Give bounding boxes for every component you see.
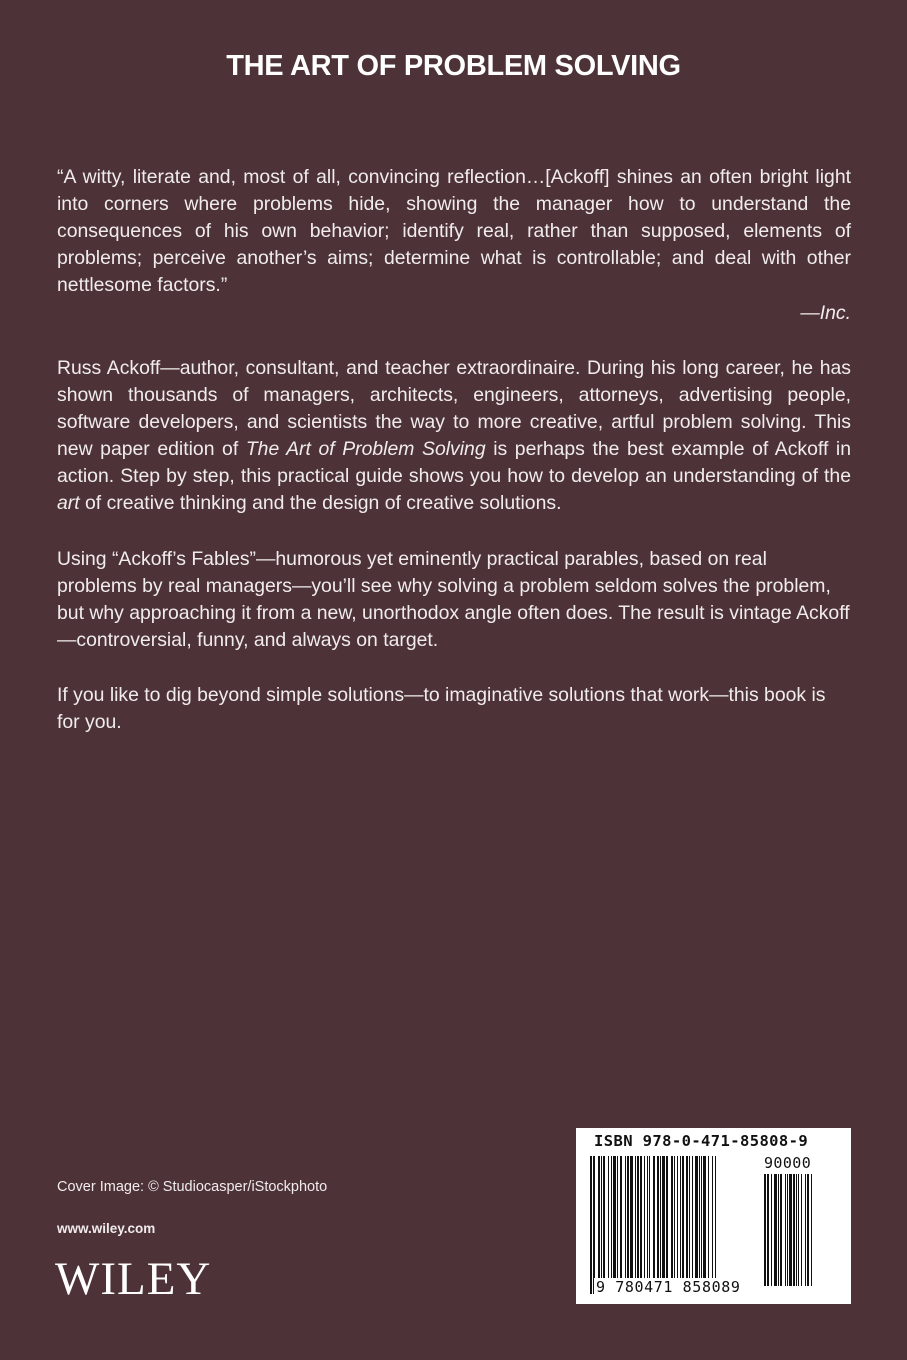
barcode-bar <box>682 1156 684 1294</box>
barcode-bar <box>689 1156 690 1286</box>
description-paragraph-3: If you like to dig beyond simple solutions—to imaginative solutions that work—this book is for you. <box>57 684 826 733</box>
barcode-bar <box>703 1156 706 1286</box>
addon-barcode-bars <box>764 1174 834 1286</box>
barcode-bar <box>644 1156 645 1286</box>
barcode-bar <box>789 1174 792 1286</box>
barcode-bar <box>793 1174 795 1286</box>
barcode-bar <box>635 1156 636 1286</box>
wiley-logo: WILEY <box>55 1253 212 1305</box>
paragraph-text: of creative thinking and the design of creative solutions. <box>79 492 562 514</box>
cover-image-credit: Cover Image: © Studiocasper/iStockphoto <box>57 1179 328 1195</box>
barcode-bar <box>712 1156 713 1286</box>
barcode-bar <box>598 1156 600 1286</box>
barcode-bar <box>630 1156 633 1286</box>
barcode-bar <box>686 1156 688 1294</box>
barcode-bar <box>611 1156 612 1286</box>
barcode-bar <box>627 1156 629 1286</box>
description-paragraph-2: Using “Ackoff’s Fables”—humorous yet eminently practical parables, based on real problems by real managers—you’ll see why solving a problem seldom solves the problem, but why approaching it from a new, unorthodox angle often does. The result is vintage Ackoff—controversial, funny, and always on target. <box>57 548 850 651</box>
barcode-bar <box>640 1156 642 1286</box>
barcode-bar <box>796 1174 797 1286</box>
barcode-bar <box>699 1156 700 1286</box>
barcode-bar <box>653 1156 655 1286</box>
emphasis-word: art <box>57 492 80 514</box>
barcode-bar <box>774 1174 777 1286</box>
barcode-bar <box>787 1174 788 1286</box>
barcode-bar <box>778 1174 779 1286</box>
barcode-bar <box>715 1156 716 1286</box>
barcode-bar <box>625 1156 626 1286</box>
paragraph-text: Russ Ackoff—author, consultant, and teacher extraordinaire. During his long career, he has shown thousands of managers, architects, engineers, attorneys, advertising people, software developers, and scientists the way to more creative, artful problem solving. This new paper edition of <box>57 357 851 460</box>
barcode-bar <box>649 1156 650 1286</box>
barcode-bar <box>660 1156 661 1286</box>
barcode-bar <box>708 1156 709 1286</box>
barcode-bar <box>666 1156 668 1286</box>
barcode-bar <box>601 1156 602 1286</box>
barcode-bar <box>811 1174 812 1286</box>
barcode-bar <box>767 1174 769 1286</box>
barcode-bar <box>590 1156 592 1294</box>
book-title: THE ART OF PROBLEM SOLVING <box>226 50 681 82</box>
barcode-bar <box>662 1156 665 1286</box>
barcode-bar <box>798 1174 799 1286</box>
barcode-bar <box>805 1174 806 1286</box>
review-source: —Inc. <box>800 302 851 324</box>
barcode-bar <box>780 1174 782 1286</box>
barcode-bar <box>695 1156 698 1286</box>
barcode-bar <box>801 1174 802 1286</box>
barcode-bar <box>674 1156 675 1286</box>
barcode-bar <box>680 1156 681 1286</box>
barcode-bar <box>647 1156 648 1286</box>
barcode-bar <box>657 1156 659 1286</box>
publisher-website: www.wiley.com <box>57 1221 156 1236</box>
barcode-bar <box>603 1156 605 1286</box>
barcode-bar <box>608 1156 609 1286</box>
barcode-bar <box>671 1156 673 1286</box>
barcode-bar <box>771 1174 772 1286</box>
barcode-bar <box>617 1156 618 1286</box>
price-addon-code: 90000 <box>764 1154 812 1172</box>
barcode-bar <box>692 1156 693 1286</box>
paragraph-text: is perhaps the best example of Ackoff in action. Step by step, this practical guide shows you how to develop an understanding of the <box>57 438 852 487</box>
barcode-bar <box>785 1174 786 1286</box>
barcode-bar <box>764 1174 766 1286</box>
barcode-bar <box>613 1156 616 1286</box>
review-quote: “A witty, literate and, most of all, convincing reflection…[Ackoff] shines an often bright light into corners where problems hide, showing the manager how to understand the consequences of his own behavior; identify real, rather than supposed, elements of problems; perceive another’s aims; determine what is controllable; and deal with other nettlesome factors.” <box>57 166 851 296</box>
barcode-bar <box>620 1156 622 1286</box>
barcode-bar <box>593 1156 595 1294</box>
barcode-bar <box>677 1156 678 1286</box>
barcode-bar <box>637 1156 639 1286</box>
barcode-digits: 9 780471 858089 <box>596 1278 741 1296</box>
description-paragraph-1 <box>57 355 851 517</box>
barcode-bar <box>701 1156 702 1286</box>
barcode-bar <box>807 1174 809 1286</box>
barcode-bars <box>590 1156 758 1286</box>
isbn-barcode <box>576 1128 851 1304</box>
book-title-italic: The Art of Problem Solving <box>245 438 486 460</box>
isbn-label: ISBN 978-0-471-85808-9 <box>594 1132 809 1150</box>
